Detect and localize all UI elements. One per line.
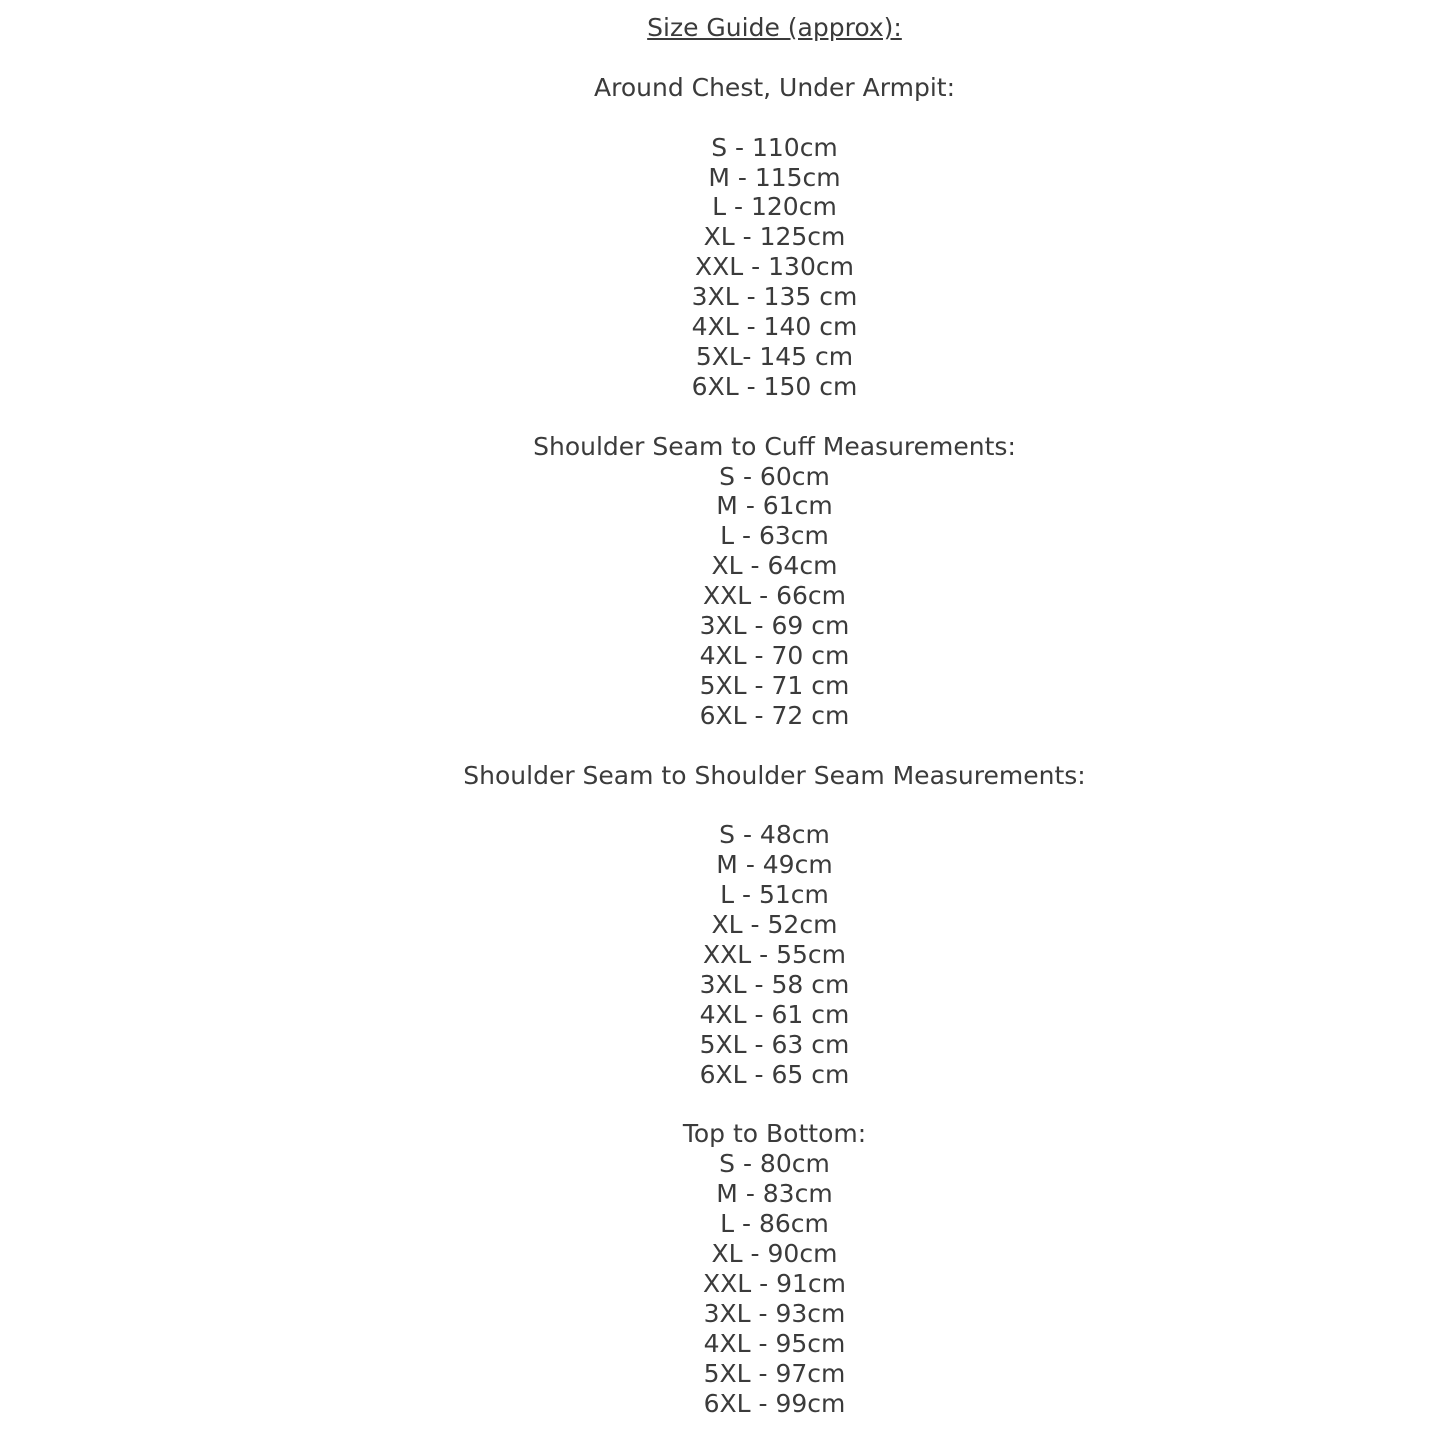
size-row: 3XL - 93cm [703, 1298, 846, 1328]
section-heading-shoulder-to-shoulder: Shoulder Seam to Shoulder Seam Measurements: [463, 760, 1086, 790]
size-row: L - 86cm [720, 1209, 829, 1239]
size-row: S - 80cm [719, 1149, 830, 1179]
size-row: 4XL - 61 cm [699, 999, 850, 1029]
section-heading-shoulder-to-cuff: Shoulder Seam to Cuff Measurements: [533, 431, 1016, 461]
size-row: XL - 90cm [711, 1239, 838, 1269]
spacer [104, 791, 1445, 821]
spacer [104, 402, 1445, 432]
size-row: M - 61cm [716, 491, 833, 521]
size-row: M - 49cm [716, 850, 833, 880]
size-row: S - 60cm [719, 461, 830, 491]
size-row: M - 83cm [716, 1179, 833, 1209]
spacer [104, 731, 1445, 761]
page-title: Size Guide (approx): [647, 13, 902, 42]
size-row: 5XL - 97cm [703, 1358, 846, 1388]
size-row: S - 48cm [719, 820, 830, 850]
size-row: M - 115cm [708, 162, 841, 192]
spacer [104, 1090, 1445, 1120]
size-row: 6XL - 72 cm [699, 700, 850, 730]
size-row: 6XL - 150 cm [691, 371, 858, 401]
size-row: 4XL - 140 cm [691, 312, 858, 342]
size-row: XXL - 91cm [702, 1268, 846, 1298]
size-row: XL - 125cm [703, 222, 846, 252]
size-row: 3XL - 58 cm [699, 969, 850, 999]
size-row: XXL - 55cm [702, 940, 846, 970]
size-row: XXL - 66cm [702, 581, 846, 611]
size-row: 5XL- 145 cm [695, 341, 854, 371]
size-row: 3XL - 135 cm [691, 282, 858, 312]
size-row: 5XL - 71 cm [699, 670, 850, 700]
size-row: XXL - 130cm [695, 252, 854, 282]
size-row: 4XL - 95cm [703, 1328, 846, 1358]
size-row: 6XL - 99cm [703, 1388, 846, 1418]
spacer [104, 103, 1445, 133]
size-row: XL - 64cm [711, 551, 838, 581]
size-row: XL - 52cm [711, 910, 838, 940]
size-row: L - 120cm [712, 192, 837, 222]
size-row: L - 63cm [720, 521, 829, 551]
size-row: 3XL - 69 cm [699, 611, 850, 641]
spacer [104, 43, 1445, 73]
section-heading-around-chest: Around Chest, Under Armpit: [594, 72, 955, 102]
size-row: 5XL - 63 cm [699, 1029, 850, 1059]
size-row: S - 110cm [711, 132, 838, 162]
size-row: L - 51cm [720, 880, 829, 910]
section-heading-top-to-bottom: Top to Bottom: [682, 1119, 867, 1149]
size-row: 6XL - 65 cm [699, 1059, 850, 1089]
size-row: 4XL - 70 cm [699, 640, 850, 670]
